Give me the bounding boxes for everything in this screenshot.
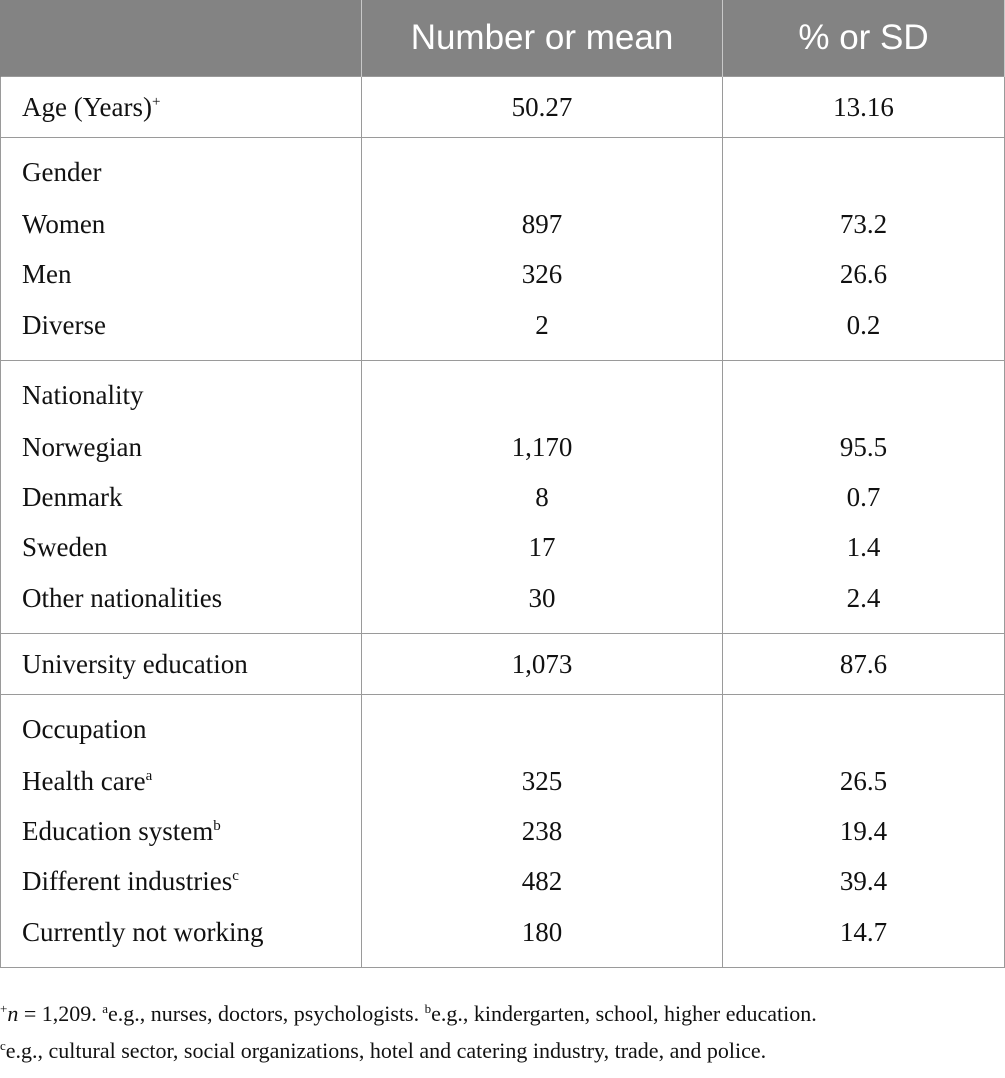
- row-label-text: Education system: [22, 815, 214, 846]
- footnote-marker: a: [102, 1001, 109, 1016]
- footnote-italic: n: [7, 1001, 19, 1026]
- row-label-text: Currently not working: [22, 917, 264, 947]
- footnote-text: = 1,209.: [18, 1001, 103, 1026]
- footnote-line-1: [0, 995, 1005, 1032]
- row-label: [1, 199, 362, 249]
- number-or-mean-cell: 1,073: [362, 634, 723, 695]
- number-or-mean-cell: 482: [362, 856, 723, 906]
- footnote-marker: c: [232, 867, 239, 884]
- footnote-text: e.g., kindergarten, school, higher education.: [431, 1001, 817, 1026]
- row-label-text: University education: [22, 648, 248, 679]
- row-label-text: Men: [22, 258, 72, 289]
- percent-or-sd-cell: 26.6: [723, 249, 1005, 299]
- row-label-text: Sweden: [22, 531, 108, 562]
- header-row: [1, 0, 1005, 77]
- footnote-text: e.g., cultural sector, social organizations, hotel and catering industry, trade, and police.: [5, 1038, 767, 1063]
- percent-or-sd-cell: 13.16: [723, 77, 1005, 138]
- table-row: [1, 299, 1005, 361]
- table-row: [1, 756, 1005, 806]
- row-label: [1, 472, 362, 522]
- number-or-mean-cell: 1,170: [362, 422, 723, 472]
- row-label-text: Denmark: [22, 481, 123, 512]
- percent-or-sd-cell: 1.4: [723, 522, 1005, 572]
- row-label-text: Gender: [22, 157, 102, 187]
- percent-or-sd-cell: 0.2: [723, 299, 1005, 361]
- number-or-mean-cell: 17: [362, 522, 723, 572]
- percent-or-sd-cell: 39.4: [723, 856, 1005, 906]
- table-row: [1, 361, 1005, 423]
- row-label-text: Different industries: [22, 865, 233, 896]
- table-row: [1, 906, 1005, 968]
- number-or-mean-cell: 8: [362, 472, 723, 522]
- header-number-or-mean: Number or mean: [362, 0, 723, 77]
- number-or-mean-cell: 325: [362, 756, 723, 806]
- percent-or-sd-cell: [723, 695, 1005, 757]
- footnote-marker: +: [151, 93, 161, 110]
- number-or-mean-cell: [362, 361, 723, 423]
- row-label: [1, 756, 362, 806]
- table-row: [1, 806, 1005, 856]
- row-label: [1, 422, 362, 472]
- footnote-text: e.g., nurses, doctors, psychologists.: [108, 1001, 425, 1026]
- row-label: [1, 361, 362, 423]
- row-label: [1, 634, 362, 695]
- number-or-mean-cell: 238: [362, 806, 723, 856]
- footnote-line-2: [0, 1032, 1005, 1069]
- row-label: [1, 695, 362, 757]
- number-or-mean-cell: [362, 695, 723, 757]
- row-label: [1, 522, 362, 572]
- row-label-text: Age (Years): [22, 91, 152, 122]
- table-group: [1, 634, 1005, 695]
- table-row: [1, 522, 1005, 572]
- number-or-mean-cell: 180: [362, 906, 723, 968]
- row-label: [1, 299, 362, 361]
- number-or-mean-cell: 30: [362, 572, 723, 634]
- percent-or-sd-cell: [723, 361, 1005, 423]
- number-or-mean-cell: 50.27: [362, 77, 723, 138]
- table-group: [1, 77, 1005, 138]
- row-label-text: Occupation: [22, 714, 147, 744]
- row-label-text: Other nationalities: [22, 583, 223, 613]
- row-label: [1, 249, 362, 299]
- percent-or-sd-cell: 2.4: [723, 572, 1005, 634]
- table-row: [1, 634, 1005, 695]
- percent-or-sd-cell: 73.2: [723, 199, 1005, 249]
- row-label: [1, 806, 362, 856]
- percent-or-sd-cell: 0.7: [723, 472, 1005, 522]
- table-row: [1, 77, 1005, 138]
- header-percent-or-sd: % or SD: [723, 0, 1005, 77]
- footnote-marker: c: [0, 1038, 6, 1053]
- row-label: [1, 906, 362, 968]
- number-or-mean-cell: 897: [362, 199, 723, 249]
- footnote-marker: b: [213, 817, 221, 834]
- table-row: [1, 138, 1005, 200]
- table-row: [1, 695, 1005, 757]
- row-label-text: Nationality: [22, 380, 144, 410]
- table-row: [1, 199, 1005, 249]
- table-group: [1, 695, 1005, 968]
- footnote-marker: b: [424, 1001, 432, 1016]
- header-label-column: [1, 0, 362, 77]
- percent-or-sd-cell: 87.6: [723, 634, 1005, 695]
- table-group: [1, 361, 1005, 634]
- table-row: [1, 472, 1005, 522]
- table-row: [1, 249, 1005, 299]
- number-or-mean-cell: 2: [362, 299, 723, 361]
- row-label-text: Women: [22, 208, 106, 239]
- table-footnotes: [0, 995, 1005, 1069]
- table-row: [1, 572, 1005, 634]
- percent-or-sd-cell: 26.5: [723, 756, 1005, 806]
- row-label-text: Diverse: [22, 310, 106, 340]
- row-label-text: Norwegian: [22, 431, 142, 462]
- percent-or-sd-cell: 19.4: [723, 806, 1005, 856]
- table-row: [1, 422, 1005, 472]
- table-group: [1, 138, 1005, 361]
- percent-or-sd-cell: [723, 138, 1005, 200]
- row-label: [1, 856, 362, 906]
- table-row: [1, 856, 1005, 906]
- percent-or-sd-cell: 14.7: [723, 906, 1005, 968]
- number-or-mean-cell: [362, 138, 723, 200]
- row-label-text: Health care: [22, 765, 146, 796]
- row-label: [1, 138, 362, 200]
- row-label: [1, 572, 362, 634]
- footnote-marker: +: [0, 1001, 8, 1016]
- percent-or-sd-cell: 95.5: [723, 422, 1005, 472]
- number-or-mean-cell: 326: [362, 249, 723, 299]
- footnote-marker: a: [145, 767, 153, 784]
- row-label: [1, 77, 362, 138]
